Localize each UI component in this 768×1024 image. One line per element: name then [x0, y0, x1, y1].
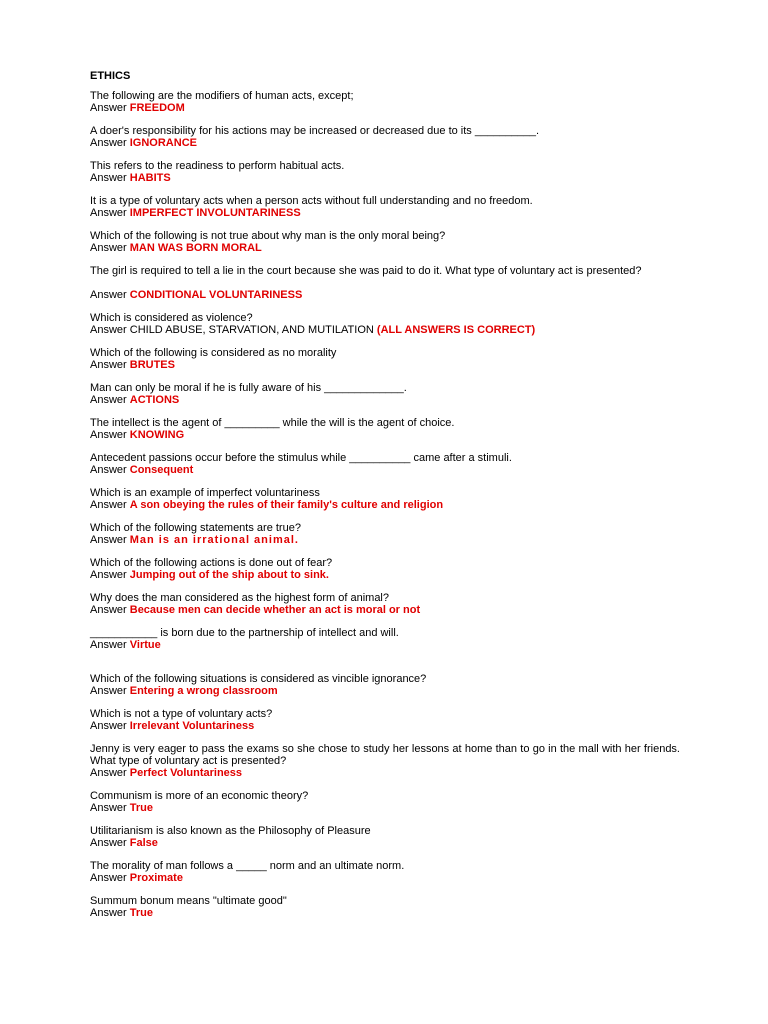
answer-text: Consequent: [129, 464, 194, 476]
qa-item: [90, 557, 680, 581]
answer-line: [90, 324, 680, 336]
qa-item: [90, 125, 680, 149]
answer-line: [90, 102, 680, 114]
qa-item: [90, 312, 680, 336]
qa-item: [90, 417, 680, 441]
answer-label: Answer: [90, 102, 127, 114]
question-text: ___________ is born due to the partnership of intellect and will.: [90, 627, 399, 639]
answer-line: [90, 639, 680, 651]
answer-text: Irrelevant Voluntariness: [129, 720, 255, 732]
question-text: The morality of man follows a _____ norm and an ultimate norm.: [90, 860, 405, 872]
question-text: Utilitarianism is also known as the Philosophy of Pleasure: [90, 825, 371, 837]
answer-label: Answer: [90, 907, 127, 919]
answer-text: Proximate: [129, 872, 183, 884]
answer-label: Answer: [90, 172, 127, 184]
qa-item: [90, 673, 680, 697]
answer-text: CONDITIONAL VOLUNTARINESS: [129, 289, 303, 301]
answer-label: Answer: [90, 324, 127, 336]
answer-line: [90, 172, 680, 184]
answer-text: True: [129, 802, 153, 814]
answer-text: Jumping out of the ship about to sink.: [129, 569, 329, 581]
answer-text: KNOWING: [129, 429, 185, 441]
answer-line: [90, 907, 680, 919]
qa-item: [90, 627, 680, 651]
answer-line: [90, 394, 680, 406]
answer-label: Answer: [90, 394, 127, 406]
qa-item: [90, 592, 680, 616]
answer-line: [90, 685, 680, 697]
question-text: Summum bonum means "ultimate good": [90, 895, 287, 907]
qa-item: [90, 522, 680, 546]
answer-label: Answer: [90, 872, 127, 884]
answer-line: [90, 720, 680, 732]
question-text: Which is not a type of voluntary acts?: [90, 708, 273, 720]
answer-text: Because men can decide whether an act is moral or not: [129, 604, 421, 616]
answer-text: Virtue: [129, 639, 161, 651]
answer-line: [90, 837, 680, 849]
question-text: Jenny is very eager to pass the exams so she chose to study her lessons at home than to go in the mall with her friends. What type of voluntary act is presented?: [90, 743, 680, 767]
question-text: Which of the following situations is considered as vincible ignorance?: [90, 673, 427, 685]
answer-label: Answer: [90, 289, 127, 301]
question-text: Which is an example of imperfect voluntariness: [90, 487, 320, 499]
qa-item: [90, 347, 680, 371]
answer-text: FREEDOM: [129, 102, 185, 114]
question-text: This refers to the readiness to perform habitual acts.: [90, 160, 345, 172]
answer-label: Answer: [90, 499, 127, 511]
answer-text: False: [129, 837, 158, 849]
document-body: [90, 70, 680, 930]
answer-line: [90, 802, 680, 814]
answer-text: IMPERFECT INVOLUNTARINESS: [129, 207, 301, 219]
answer-label: Answer: [90, 569, 127, 581]
answer-label: Answer: [90, 720, 127, 732]
answer-line: [90, 534, 680, 546]
question-text: Which of the following is considered as no morality: [90, 347, 337, 359]
answer-label: Answer: [90, 242, 127, 254]
answer-text: MAN WAS BORN MORAL: [129, 242, 262, 254]
answer-label: Answer: [90, 604, 127, 616]
qa-item: [90, 230, 680, 254]
qa-item: [90, 90, 680, 114]
answer-label: Answer: [90, 207, 127, 219]
answer-label: Answer: [90, 534, 127, 546]
answer-text: A son obeying the rules of their family's culture and religion: [129, 499, 444, 511]
answer-text: HABITS: [129, 172, 171, 184]
question-text: It is a type of voluntary acts when a person acts without full understanding and no freedom.: [90, 195, 533, 207]
answer-line: [90, 137, 680, 149]
answer-line: [90, 429, 680, 441]
answer-label: Answer: [90, 837, 127, 849]
answer-label: Answer: [90, 802, 127, 814]
question-text: Which of the following statements are true?: [90, 522, 301, 534]
answer-label: Answer: [90, 429, 127, 441]
question-text: The following are the modifiers of human acts, except;: [90, 90, 354, 102]
question-text: A doer's responsibility for his actions may be increased or decreased due to its __________.: [90, 125, 540, 137]
answer-label: Answer: [90, 767, 127, 779]
qa-item: [90, 860, 680, 884]
qa-item: [90, 160, 680, 184]
answer-line: [90, 767, 680, 779]
answer-line: [90, 604, 680, 616]
answer-text: Perfect Voluntariness: [129, 767, 243, 779]
answer-label: Answer: [90, 464, 127, 476]
question-text: Man can only be moral if he is fully aware of his _____________.: [90, 382, 407, 394]
answer-label: Answer: [90, 359, 127, 371]
question-text: Which of the following actions is done out of fear?: [90, 557, 333, 569]
answer-line: [90, 464, 680, 476]
qa-item: [90, 265, 680, 301]
qa-item: [90, 895, 680, 919]
qa-item: [90, 708, 680, 732]
question-text: Why does the man considered as the highest form of animal?: [90, 592, 389, 604]
qa-item: [90, 452, 680, 476]
answer-line: [90, 569, 680, 581]
answer-text: (ALL ANSWERS IS CORRECT): [376, 324, 536, 336]
answer-line: [90, 499, 680, 511]
answer-text: IGNORANCE: [129, 137, 197, 149]
answer-line: [90, 872, 680, 884]
qa-item: [90, 825, 680, 849]
answer-label: Answer: [90, 685, 127, 697]
document-title: ETHICS: [90, 70, 131, 82]
question-text: Communism is more of an economic theory?: [90, 790, 309, 802]
question-text: Which is considered as violence?: [90, 312, 253, 324]
answer-plain-text: CHILD ABUSE, STARVATION, AND MUTILATION: [129, 324, 374, 336]
answer-text: Man is an irrational animal.: [129, 534, 299, 546]
qa-item: [90, 382, 680, 406]
answer-text: True: [129, 907, 153, 919]
qa-item: [90, 487, 680, 511]
question-text: The girl is required to tell a lie in the court because she was paid to do it. What type of voluntary act is presented?: [90, 265, 642, 277]
answer-label: Answer: [90, 137, 127, 149]
answer-line: [90, 207, 680, 219]
answer-line: [90, 359, 680, 371]
qa-item: [90, 743, 680, 779]
question-text: Antecedent passions occur before the stimulus while __________ came after a stimuli.: [90, 452, 512, 464]
answer-text: ACTIONS: [129, 394, 180, 406]
answer-label: Answer: [90, 639, 127, 651]
answer-line: [90, 242, 680, 254]
answer-line: [90, 289, 680, 301]
question-text: The intellect is the agent of _________ while the will is the agent of choice.: [90, 417, 455, 429]
question-text: Which of the following is not true about why man is the only moral being?: [90, 230, 446, 242]
qa-item: [90, 195, 680, 219]
qa-item: [90, 790, 680, 814]
answer-text: Entering a wrong classroom: [129, 685, 278, 697]
answer-text: BRUTES: [129, 359, 175, 371]
